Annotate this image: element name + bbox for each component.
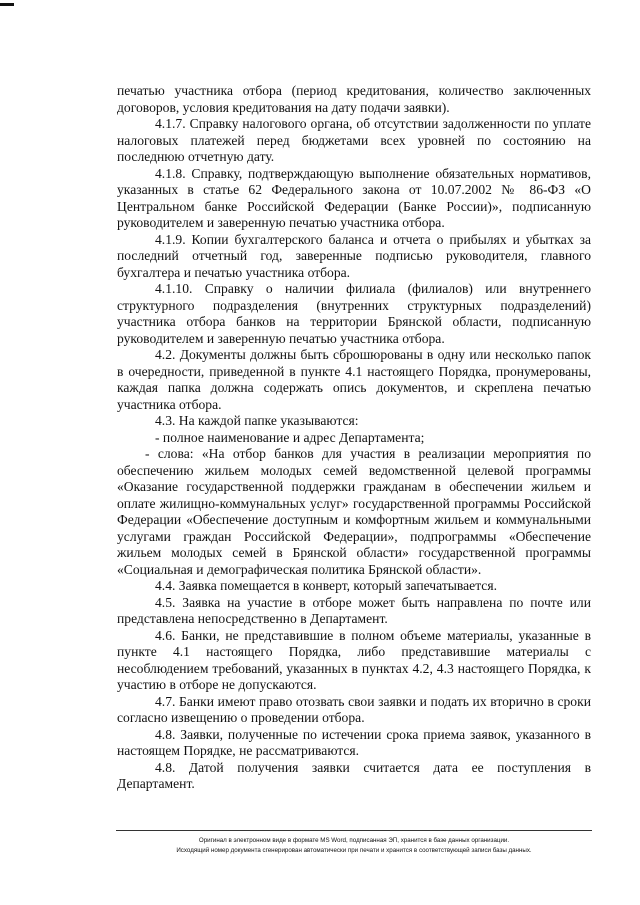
footer-line-outgoing-number: Исходящий номер документа сгенерирован автоматически при печати и хранится в соответствующей записи базы данных.: [176, 847, 532, 854]
paragraph-4-7: 4.7. Банки имеют право отозвать свои заявки и подать их вторично в сроки согласно извещению о проведении отбора.: [117, 693, 591, 725]
paragraph-4-8-first: 4.8. Заявки, полученные по истечении срока приема заявок, указанного в настоящем Порядке, не рассматриваются.: [117, 726, 591, 758]
paragraph-4-2: 4.2. Документы должны быть сброшюрованы в одну или несколько папок в очередности, приведенной в пункте 4.1 настоящего Порядка, пронумерованы, каждая папка должна содержать опись документов, и скреплена печатью участника отбора.: [117, 347, 591, 412]
paragraph-4-3: 4.3. На каждой папке указываются:: [155, 413, 359, 428]
list-item-department-name: - полное наименование и адрес Департамента;: [155, 429, 425, 445]
footer-note: [100, 836, 608, 856]
footer-divider: [116, 830, 592, 831]
paragraph-4-1-8: 4.1.8. Справку, подтверждающую выполнение обязательных нормативов, указанных в статье 62 Федерального закона от 10.07.2002 № 86-ФЗ «О Центральном банке Российской Федерации (Банке России)», подписанную руководителем и заверенную печатью участника отбора.: [117, 165, 591, 230]
document-body: [117, 83, 591, 793]
paragraph-4-1-7: 4.1.7. Справку налогового органа, об отсутствии задолженности по уплате налоговых платежей перед бюджетами всех уровней по состоянию на последнюю отчетную дату.: [117, 116, 591, 164]
scan-corner-mark: [0, 3, 14, 6]
paragraph-4-1-10: 4.1.10. Справку о наличии филиала (филиалов) или внутреннего структурного подразделения (внутренних структурных подразделений) участника отбора банков на территории Брянской области, подписанную руководителем и заверенную печатью участника отбора.: [117, 281, 591, 346]
list-item-words: - слова: «На отбор банков для участия в реализации мероприятия по обеспечению жильем молодых семей ведомственной целевой программы «Оказание государственной поддержки гражданам в обеспечении жильем и оплате жилищно-коммунальных услуг» государственной программы Российской Федерации «Обеспечение доступным и комфортным жильем и коммунальными услугами граждан Российской Федерации», подпрограммы «Обеспечение жильем молодых семей в Брянской области» государственной программы «Социальная и демографическая политика Брянской области».: [117, 446, 591, 577]
paragraph-continuation: печатью участника отбора (период кредитования, количество заключенных договоров, условия кредитования на дату подачи заявки).: [117, 83, 591, 115]
paragraph-4-5: 4.5. Заявка на участие в отборе может быть направлена по почте или представлена непосредственно в Департамент.: [117, 594, 591, 626]
paragraph-4-4: 4.4. Заявка помещается в конверт, который запечатывается.: [155, 578, 497, 593]
footer-line-original: Оригинал в электронном виде в формате MS Word, подписанная ЭП, хранится в базе данных организации.: [198, 837, 510, 844]
paragraph-4-1-9: 4.1.9. Копии бухгалтерского баланса и отчета о прибылях и убытках за последний отчетный год, заверенные подписью руководителя, главного бухгалтера и печатью участника отбора.: [117, 231, 591, 280]
paragraph-4-8-second: 4.8. Датой получения заявки считается дата ее поступления в Департамент.: [117, 759, 591, 791]
paragraph-4-6: 4.6. Банки, не представившие в полном объеме материалы, указанные в пункте 4.1 настоящего Порядка, либо представившие материалы с несоблюдением требований, указанных в пунктах 4.2, 4.3 настоящего Порядка, к участию в отборе не допускаются.: [117, 627, 591, 692]
